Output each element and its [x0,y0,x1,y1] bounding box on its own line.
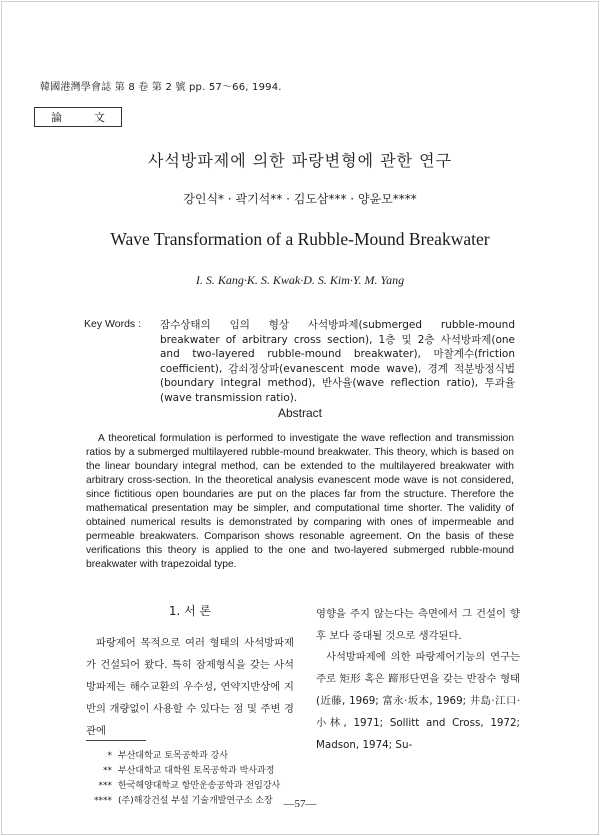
footnote-text: 부산대학교 대학원 토목공학과 박사과정 [118,766,275,776]
footnote-rule [86,740,146,741]
introduction-left-paragraph: 파랑제어 목적으로 여러 형태의 사석방파제가 건설되어 왔다. 특히 잠제형식을 갖는 사석방파제는 해수교환의 우수성, 연약지반상에 지반의 개량없이 사용할 수 있다는 점 및 주변 경관에 [86,637,294,737]
introduction-right-paragraph-1: 영향을 주지 않는다는 측면에서 그 건설이 향후 보다 증대될 것으로 생각된다. [316,608,520,642]
footnote-mark: **** [94,796,112,806]
abstract-text: A theoretical formulation is performed to investigate the wave reflection and transmission ratios by a submerged multilayered rubble-mound breakwater. This theory, which is based on the linear boundary integral method, can be extended to the multilayered breakwater with arbitrary cross-section. In the theoretical analysis evanescent mode wave is not considered, since fictitious open boundaries are put on the places far from the structure. Therefore the mathematical presentation may be simpler, and computational time shorter. The validity of obtained numerical results is demonstrated by comparing with ones of impermeable and permeable breakwaters. Comparison shows resonable agreement. On the basis of these verifications this theory is applied to the one and two-layered submerged rubble-mound breakwater with trapezoidal type. [86,433,514,570]
journal-citation: 韓國港灣學會誌 第 8 卷 第 2 號 pp. 57～66, 1994. [40,82,282,93]
introduction-heading: 1. 서 론 [168,604,212,618]
english-title: Wave Transformation of a Rubble-Mound Breakwater [110,229,490,249]
korean-title: 사석방파제에 의한 파랑변형에 관한 연구 [147,151,453,170]
footnote-text: 한국해양대학교 항만운송공학과 전임강사 [118,781,281,791]
footnote-text: 부산대학교 토목공학과 강사 [118,751,229,761]
introduction-right-paragraph-2: 사석방파제에 의한 파랑제어기능의 연구는 주로 矩形 혹은 蹄形단면을 갖는 반잠수 형태(近藤, 1969; 富永·坂本, 1969; 井島·江口·小林, 1971; Sollitt and Cross, 1972; Madson, 1974; Su- [316,651,520,751]
section-label-right: 文 [94,111,105,124]
footnote-text: (주)해강건설 부설 기술개발연구소 소장 [118,796,273,806]
keywords-text: 잠수상태의 임의 형상 사석방파제(submerged rubble-mound breakwater of arbitrary cross section), 1층 및 2층 사석방파제(one and two-layered rubble-mound breakwater), 마찰계수(friction coefficient), 감쇠정상파(evanescent mode wave), 경계 적분방정식법(boundary integral method), 반사율(wave reflection ratio), 투과율(wave transmission ratio). [160,319,515,404]
footnote-mark: ** [103,766,112,776]
section-label-box [34,107,122,127]
footnote-3 [60,778,280,791]
footnote-mark: * [107,751,112,761]
abstract-heading: Abstract [277,406,322,420]
section-label-left: 論 [51,111,62,124]
korean-authors: 강인식* · 곽기석** · 김도삼*** · 양윤모**** [183,192,417,206]
keywords-label: Key Words : [84,318,141,330]
footnote-1 [60,748,228,761]
footnote-2 [60,763,274,776]
page-number: —57— [283,798,317,810]
footnote-mark: *** [98,781,112,791]
english-authors: I. S. Kang·K. S. Kwak·D. S. Kim·Y. M. Yang [195,273,405,287]
